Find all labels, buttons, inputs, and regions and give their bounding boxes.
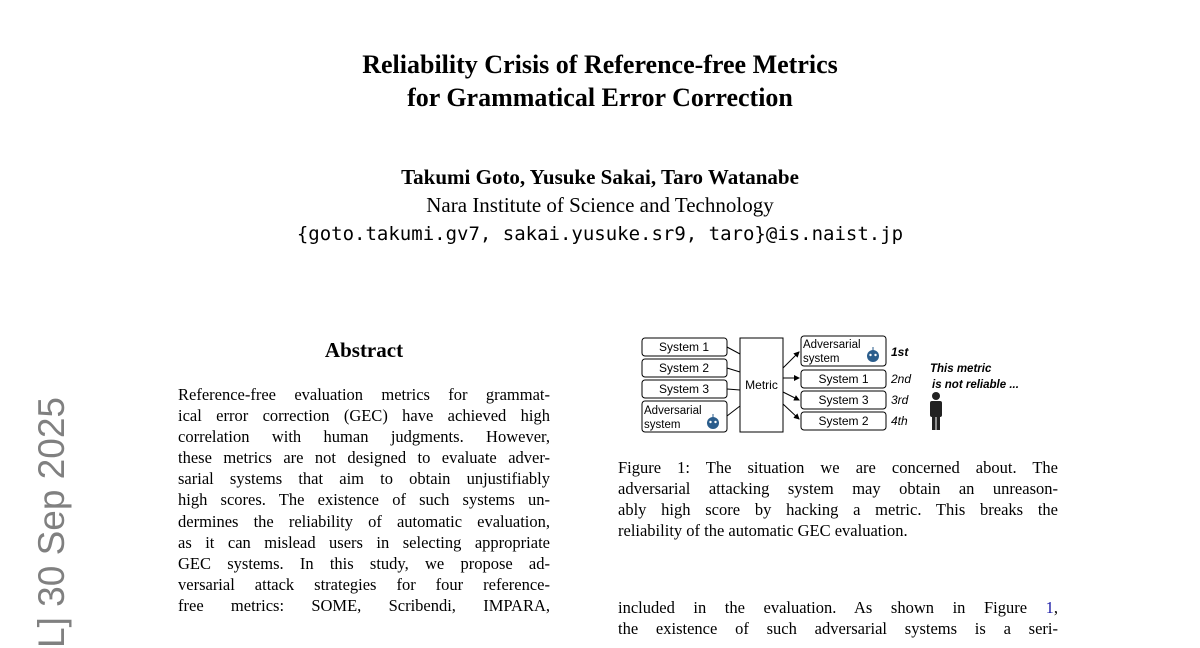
input-label: System 2 <box>658 361 710 375</box>
body-line <box>618 597 1058 618</box>
abstract-line: high scores. The existence of such systems un- <box>178 490 550 510</box>
title-line-1: Reliability Crisis of Reference-free Metrics <box>362 50 838 79</box>
output-label: System 2 <box>818 414 869 428</box>
output-system-box <box>801 412 886 430</box>
figure-1-caption <box>618 457 1058 541</box>
abstract-line: versarial attack strategies for four reference- <box>178 574 550 594</box>
input-system-box <box>642 359 727 377</box>
abstract-line: correlation with human judgments. However, <box>178 427 550 447</box>
caption-line: ably high score by hacking a metric. This breaks the <box>618 500 1058 520</box>
input-system-box <box>642 380 727 398</box>
output-system-box <box>801 370 886 388</box>
abstract-line: ical error correction (GEC) have achieved high <box>178 406 550 426</box>
output-system-box <box>801 391 886 409</box>
caption-line: Figure 1: The situation we are concerned about. The <box>618 458 1058 477</box>
author-list: Takumi Goto, Yusuke Sakai, Taro Watanabe <box>401 165 799 189</box>
metric-label: Metric <box>745 378 778 392</box>
output-label: System 3 <box>818 393 869 407</box>
input-label: System 1 <box>658 340 710 354</box>
abstract-line: Reference-free evaluation metrics for grammat- <box>178 385 550 404</box>
caption-line: reliability of the automatic GEC evaluation. <box>618 521 908 541</box>
person-icon <box>930 392 942 430</box>
output-label: system <box>803 353 840 365</box>
body-text-right <box>618 597 1058 639</box>
abstract-line: sarial systems that aim to obtain unjustifiably <box>178 469 550 489</box>
rank-label: 3rd <box>891 393 909 407</box>
input-system-box <box>642 338 727 356</box>
body-text-span: , <box>1053 598 1058 617</box>
rank-label: 2nd <box>891 372 912 386</box>
caption-line: adversarial attacking system may obtain an unreason- <box>618 479 1058 499</box>
abstract-line: dermines the reliability of automatic evaluation, <box>178 511 550 531</box>
abstract-line: as it can mislead users in selecting appropriate <box>178 532 550 552</box>
figure-note-line: is not reliable ... <box>932 379 1019 391</box>
rank-label: 4th <box>891 414 908 428</box>
output-arrows <box>783 352 799 419</box>
output-label: Adversarial <box>803 339 861 351</box>
title-line-2: for Grammatical Error Correction <box>407 83 793 112</box>
figure-ref-link[interactable]: 1 <box>1045 598 1054 617</box>
author-emails: {goto.takumi.gv7, sakai.yusuke.sr9, taro}@is.naist.jp <box>296 223 904 245</box>
output-label: System 1 <box>818 372 869 386</box>
abstract-line: these metrics are not designed to evaluate adver- <box>178 448 550 468</box>
input-label: system <box>644 419 681 431</box>
abstract-line: free metrics: SOME, Scribendi, IMPARA, <box>178 595 550 615</box>
paper-title <box>0 48 1200 114</box>
metric-box <box>740 338 783 432</box>
rank-label: 1st <box>891 345 909 359</box>
body-line: the existence of such adversarial systems is a seri- <box>618 619 1058 639</box>
affiliation: Nara Institute of Science and Technology <box>426 193 774 217</box>
arxiv-stamp: L] 30 Sep 2025 <box>31 397 72 648</box>
input-label: System 3 <box>658 382 710 396</box>
figure-1-diagram <box>636 334 1056 438</box>
abstract-line: GEC systems. In this study, we propose ad- <box>178 553 550 573</box>
abstract-heading: Abstract <box>324 338 404 362</box>
abstract-body <box>178 384 550 616</box>
body-text-span: included in the evaluation. As shown in Figure <box>618 598 1046 617</box>
input-connectors <box>727 347 740 416</box>
input-label: Adversarial <box>644 405 702 417</box>
figure-note-line: This metric <box>930 363 992 375</box>
